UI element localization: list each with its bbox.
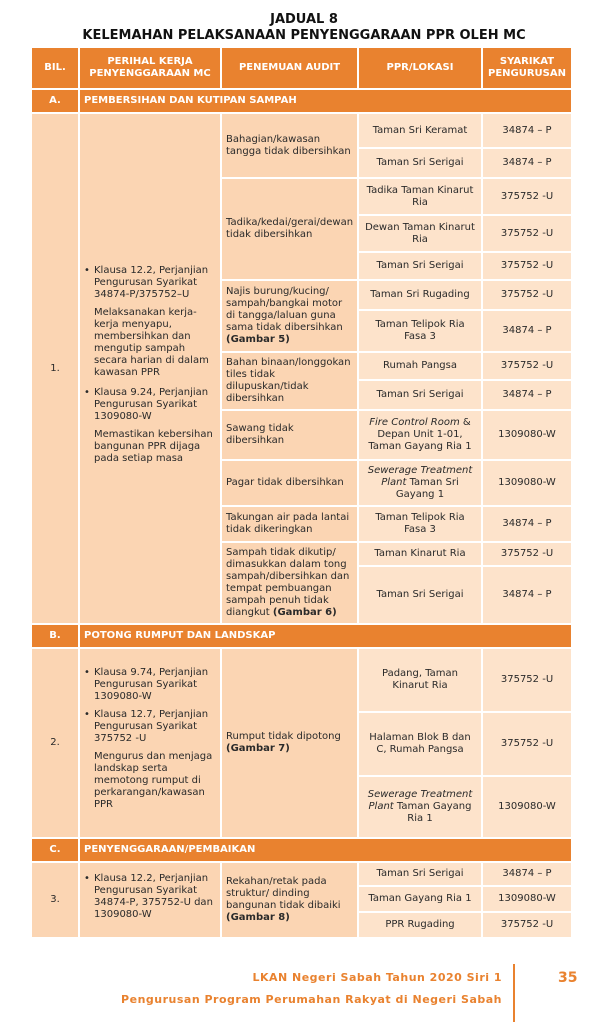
location-cell: Taman Sri Serigai <box>358 380 482 410</box>
table-row <box>31 648 572 712</box>
company-cell: 375752 -U <box>482 215 572 252</box>
location-cell <box>358 460 482 506</box>
location-text: Taman Gayang Ria 1 <box>393 801 472 824</box>
location-cell: Taman Telipok Ria Fasa 3 <box>358 506 482 542</box>
header-syarikat: SYARIKAT PENGURUSAN <box>482 47 572 89</box>
perihal-cell: • Klausa 12.2, Perjanjian Pengurusan Syarikat 34874-P, 375752-U dan 1309080-W <box>79 862 221 938</box>
clause-text: Klausa 9.74, Perjanjian Pengurusan Syarikat 1309080-W <box>94 667 209 702</box>
company-cell: 34874 – P <box>482 862 572 886</box>
location-cell: Taman Sri Serigai <box>358 862 482 886</box>
location-cell: Taman Sri Serigai <box>358 566 482 624</box>
location-cell: Taman Sri Serigai <box>358 148 482 178</box>
clause-text: Klausa 12.7, Perjanjian Pengurusan Syarikat 375752 -U <box>94 709 209 744</box>
finding-cell: Pagar tidak dibersihkan <box>221 460 358 506</box>
finding-text: Rumput tidak dipotong <box>226 731 341 742</box>
footer-divider <box>513 964 515 1022</box>
finding-cell: Bahagian/kawasan tangga tidak dibersihkan <box>221 113 358 178</box>
row-number: 1. <box>31 113 79 624</box>
figure-ref: (Gambar 5) <box>226 334 290 345</box>
company-cell: 375752 -U <box>482 712 572 776</box>
location-cell: Taman Gayang Ria 1 <box>358 886 482 912</box>
company-cell: 375752 -U <box>482 252 572 280</box>
location-cell: Padang, Taman Kinarut Ria <box>358 648 482 712</box>
section-c-row <box>31 838 572 862</box>
row-number: 2. <box>31 648 79 838</box>
location-cell: Taman Telipok Ria Fasa 3 <box>358 310 482 352</box>
finding-cell: Sawang tidak dibersihkan <box>221 410 358 460</box>
section-a-row <box>31 89 572 113</box>
audit-table <box>30 46 573 939</box>
company-cell: 34874 – P <box>482 113 572 148</box>
location-cell: Taman Sri Keramat <box>358 113 482 148</box>
table-row <box>31 862 572 886</box>
location-cell: Tadika Taman Kinarut Ria <box>358 178 482 215</box>
finding-cell: Takungan air pada lantai tidak dikeringkan <box>221 506 358 542</box>
finding-cell: Tadika/kedai/gerai/dewan tidak dibersihkan <box>221 178 358 280</box>
location-cell: PPR Rugading <box>358 912 482 938</box>
perihal-cell: • Klausa 12.2, Perjanjian Pengurusan Syarikat 34874-P/375752–U Melaksanakan kerja-kerja menyapu, membersihkan dan mengutip sampah secara harian di dalam kawasan PPR • Klausa 9.24, Perjanjian Pengurusan Syarikat 1309080-W Memastikan kebersihan bangunan PPR dijaga pada setiap masa <box>79 113 221 624</box>
section-label: PENYENGGARAAN/PEMBAIKAN <box>79 838 572 862</box>
location-cell: Dewan Taman Kinarut Ria <box>358 215 482 252</box>
table-row <box>31 113 572 148</box>
page-number: 35 <box>558 970 578 986</box>
finding-cell: Bahan binaan/longgokan tiles tidak dilupuskan/tidak dibersihkan <box>221 352 358 410</box>
finding-cell <box>221 648 358 838</box>
location-text: Taman Sri Gayang 1 <box>395 477 459 500</box>
location-cell: Taman Sri Rugading <box>358 280 482 310</box>
location-cell <box>358 776 482 838</box>
location-italic: Fire Control Room <box>369 417 460 428</box>
company-cell: 34874 – P <box>482 506 572 542</box>
company-cell: 375752 -U <box>482 352 572 380</box>
clause-text: Klausa 12.2, Perjanjian Pengurusan Syarikat 34874-P, 375752-U dan 1309080-W <box>94 873 213 920</box>
company-cell: 34874 – P <box>482 310 572 352</box>
footer-report-title: LKAN Negeri Sabah Tahun 2020 Siri 1 <box>252 971 502 984</box>
company-cell: 1309080-W <box>482 776 572 838</box>
header-bil: BIL. <box>31 47 79 89</box>
header-penemuan: PENEMUAN AUDIT <box>221 47 358 89</box>
company-cell: 1309080-W <box>482 886 572 912</box>
section-b-row <box>31 624 572 648</box>
header-perihal: PERIHAL KERJA PENYENGGARAAN MC <box>79 47 221 89</box>
location-cell: Rumah Pangsa <box>358 352 482 380</box>
finding-text: Sampah tidak dikutip/ dimasukkan dalam tong sampah/dibersihkan dan tempat pembuangan sampah penuh tidak diangkut <box>226 547 350 618</box>
section-letter: B. <box>31 624 79 648</box>
finding-text: Najis burung/kucing/ sampah/bangkai motor di tangga/laluan guna sama tidak dibersihkan <box>226 286 343 333</box>
section-label: POTONG RUMPUT DAN LANDSKAP <box>79 624 572 648</box>
location-italic: Sewerage Treatment Plant <box>367 789 473 812</box>
finding-cell <box>221 280 358 352</box>
section-letter: A. <box>31 89 79 113</box>
footer-subtitle: Pengurusan Program Perumahan Rakyat di Negeri Sabah <box>121 993 502 1006</box>
company-cell: 1309080-W <box>482 410 572 460</box>
company-cell: 375752 -U <box>482 542 572 566</box>
company-cell: 34874 – P <box>482 566 572 624</box>
location-cell: Halaman Blok B dan C, Rumah Pangsa <box>358 712 482 776</box>
company-cell: 34874 – P <box>482 148 572 178</box>
figure-ref: (Gambar 8) <box>226 912 290 923</box>
section-letter: C. <box>31 838 79 862</box>
table-title: KELEMAHAN PELAKSANAAN PENYENGGARAAN PPR OLEH MC <box>82 28 526 43</box>
company-cell: 375752 -U <box>482 648 572 712</box>
location-italic: Sewerage Treatment Plant <box>367 465 473 488</box>
location-cell: Taman Kinarut Ria <box>358 542 482 566</box>
header-lokasi: PPR/LOKASI <box>358 47 482 89</box>
company-cell: 375752 -U <box>482 178 572 215</box>
location-cell: Taman Sri Serigai <box>358 252 482 280</box>
figure-ref: (Gambar 7) <box>226 743 290 754</box>
row-number: 3. <box>31 862 79 938</box>
company-cell: 34874 – P <box>482 380 572 410</box>
section-label: PEMBERSIHAN DAN KUTIPAN SAMPAH <box>79 89 572 113</box>
company-cell: 1309080-W <box>482 460 572 506</box>
clause-text: Klausa 9.24, Perjanjian Pengurusan Syarikat 1309080-W <box>94 386 209 422</box>
table-number: JADUAL 8 <box>270 12 338 27</box>
finding-cell <box>221 862 358 938</box>
location-text: & Depan Unit 1-01, Taman Gayang Ria 1 <box>368 417 472 452</box>
location-cell <box>358 410 482 460</box>
finding-cell <box>221 542 358 624</box>
company-cell: 375752 -U <box>482 280 572 310</box>
finding-text: Rekahan/retak pada struktur/ dinding bangunan tidak dibaiki <box>226 876 341 911</box>
clause-desc: Memastikan kebersihan bangunan PPR dijaga pada setiap masa <box>94 428 213 464</box>
perihal-cell: • Klausa 9.74, Perjanjian Pengurusan Syarikat 1309080-W • Klausa 12.7, Perjanjian Pengurusan Syarikat 375752 -U Mengurus dan menjaga landskap serta memotong rumput di perkarangan/kawasan PPR <box>79 648 221 838</box>
clause-desc: Melaksanakan kerja-kerja menyapu, membersihkan dan mengutip sampah secara harian di dalam kawasan PPR <box>94 306 209 378</box>
clause-text: Klausa 12.2, Perjanjian Pengurusan Syarikat 34874-P/375752–U <box>94 264 209 300</box>
table-header-row <box>31 47 572 89</box>
clause-desc: Mengurus dan menjaga landskap serta memotong rumput di perkarangan/kawasan PPR <box>94 751 213 810</box>
company-cell: 375752 -U <box>482 912 572 938</box>
figure-ref: (Gambar 6) <box>272 607 337 618</box>
